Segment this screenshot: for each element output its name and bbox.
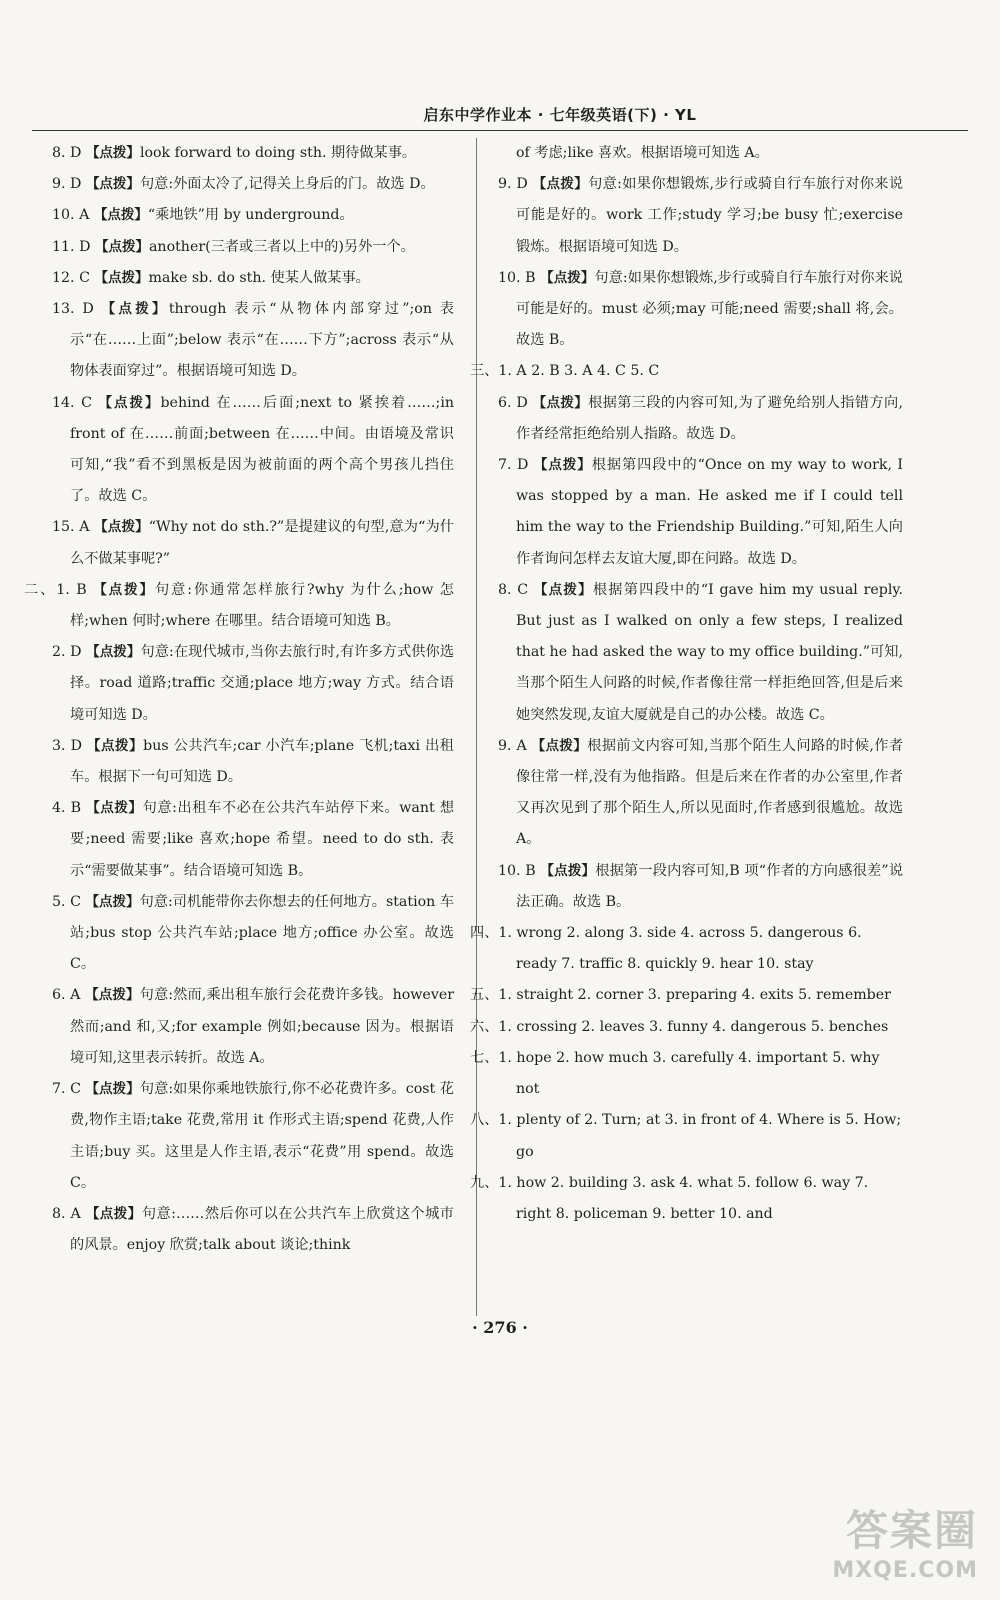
section-marker: 八、 xyxy=(470,1112,499,1129)
answer-item: 3. D 【点拨】bus 公共汽车;car 小汽车;plane 飞机;taxi 出租车。根据下一句可知选 D。 xyxy=(52,737,454,786)
answer-item: 8. D 【点拨】look forward to doing sth. 期待做某事。 xyxy=(52,145,417,161)
answer-item: 10. B 【点拨】句意:如果你想锻炼,步行或骑自行车旅行对你来说可能是好的。must 必须;may 可能;need 需要;shall 将,会。故选 B。 xyxy=(498,269,903,349)
answer-item: 14. C 【点拨】behind 在……后面;next to 紧挨着……;in front of 在……前面;between 在……中间。由语境及常识可知,“我”看不到黑板是因为被前面的两个高个男孩儿挡住了。故选 C。 xyxy=(52,394,454,505)
answer-item: 9. D 【点拨】句意:如果你想锻炼,步行或骑自行车旅行对你来说可能是好的。work 工作;study 学习;be busy 忙;exercise 锻炼。根据语境可知选 D。 xyxy=(498,176,904,255)
answer-row: 三、1. A 2. B 3. A 4. C 5. C xyxy=(470,363,660,380)
answer-item: 二、1. B 【点拨】句意:你通常怎样旅行?why 为什么;how 怎样;when 何时;where 在哪里。结合语境可知选 B。 xyxy=(24,581,454,630)
answer-item: 5. C 【点拨】句意:司机能带你去你想去的任何地方。station 车站;bus stop 公共汽车站;place 地方;office 办公室。故选 C。 xyxy=(52,893,455,973)
answer-item: 8. C 【点拨】根据第四段中的“I gave him my usual reply. But just as I walked on only a few steps, I realized that he had asked the way to my office building.”可知,当那个陌生人问路的时候,作者像往常一样拒绝回答,但是后来她突然发现,友谊大厦就是自己的办公楼。故选 C。 xyxy=(498,581,904,723)
answer-item: 7. C 【点拨】句意:如果你乘地铁旅行,你不必花费许多。cost 花费,物作主语;take 花费,常用 it 作形式主语;spend 花费,人作主语;buy 买。这里是人作主语,表示“花费”用 spend。故选 C。 xyxy=(52,1081,454,1191)
answer-item: 11. D 【点拨】another(三者或三者以上中的)另外一个。 xyxy=(52,238,415,255)
column-divider xyxy=(476,138,477,1316)
section-marker: 五、 xyxy=(470,987,499,1004)
page-number: · 276 · xyxy=(472,1318,528,1337)
answer-row: 五、1. straight 2. corner 3. preparing 4. exits 5. remember xyxy=(470,987,891,1004)
answer-row: 七、1. hope 2. how much 3. carefully 4. important 5. why not xyxy=(470,1049,880,1098)
answer-item: 2. D 【点拨】句意:在现代城市,当你去旅行时,有许多方式供你选择。road 道路;traffic 交通;place 地方;way 方式。结合语境可知选 D。 xyxy=(52,644,455,723)
left-column xyxy=(24,138,455,1261)
answer-row: 六、1. crossing 2. leaves 3. funny 4. dangerous 5. benches xyxy=(470,1018,889,1035)
watermark-logo: 答案圈 MXQE.COM xyxy=(832,1506,978,1583)
answer-item: 7. D 【点拨】根据第四段中的“Once on my way to work, I was stopped by a man. He asked me if I could tell him the way to the Friendship Building.”可知,陌生人向作者询问怎样去友谊大厦,即在问路。故选 D。 xyxy=(498,457,904,567)
right-column xyxy=(470,138,904,1230)
section-marker: 四、 xyxy=(470,925,499,942)
answer-item: 8. A 【点拨】句意:……然后你可以在公共汽车上欣赏这个城市的风景。enjoy 欣赏;talk about 谈论;think xyxy=(52,1205,454,1254)
section-marker: 七、 xyxy=(470,1049,499,1066)
answer-item: 6. D 【点拨】根据第三段的内容可知,为了避免给别人指错方向,作者经常拒绝给别人指路。故选 D。 xyxy=(498,394,904,442)
answer-item: 12. C 【点拨】make sb. do sth. 使某人做某事。 xyxy=(52,269,370,286)
answer-item: 13. D 【点拨】through 表示“从物体内部穿过”;on 表示“在……上面”;below 表示“在……下方”;across 表示“从物体表面穿过”。根据语境可知选 D。 xyxy=(52,301,454,380)
answer-item: 4. B 【点拨】句意:出租车不必在公共汽车站停下来。want 想要;need 需要;like 喜欢;hope 希望。need to do sth. 表示“需要做某事”。结合语境可知选 B。 xyxy=(52,800,455,879)
section-marker: 六、 xyxy=(470,1018,499,1035)
answer-item: 6. A 【点拨】句意:然而,乘出租车旅行会花费许多钱。however 然而;and 和,又;for example 例如;because 因为。根据语境可知,这里表示转折。故选 A。 xyxy=(52,987,455,1066)
answer-item: 9. A 【点拨】根据前文内容可知,当那个陌生人问路的时候,作者像往常一样,没有为他指路。但是后来在作者的办公室里,作者又再次见到了那个陌生人,所以见面时,作者感到很尴尬。故选 A。 xyxy=(498,737,904,848)
section-marker: 二、 xyxy=(24,581,57,598)
answer-item: 9. D 【点拨】句意:外面太冷了,记得关上身后的门。故选 D。 xyxy=(52,176,435,193)
answer-item: 10. A 【点拨】“乘地铁”用 by underground。 xyxy=(52,207,354,224)
section-marker: 九、 xyxy=(470,1174,499,1191)
answer-row: 九、1. how 2. building 3. ask 4. what 5. follow 6. way 7. right 8. policeman 9. better 10. and xyxy=(470,1174,869,1222)
page-header xyxy=(32,104,968,131)
answer-row: 八、1. plenty of 2. Turn; at 3. in front of 4. Where is 5. How; go xyxy=(470,1112,902,1160)
answer-item-continued: of 考虑;like 喜欢。根据语境可知选 A。 xyxy=(516,145,769,161)
answer-row: 四、1. wrong 2. along 3. side 4. across 5. dangerous 6. ready 7. traffic 8. quickly 9. hear 10. stay xyxy=(470,925,862,973)
answer-item: 15. A 【点拨】“Why not do sth.?”是提建议的句型,意为“为什么不做某事呢?” xyxy=(52,519,455,567)
header-title: 启东中学作业本 · 七年级英语(下) · YL xyxy=(423,106,697,124)
section-marker: 三、 xyxy=(470,363,499,380)
answer-item: 10. B 【点拨】根据第一段内容可知,B 项“作者的方向感很差”说法正确。故选 B。 xyxy=(498,862,904,910)
